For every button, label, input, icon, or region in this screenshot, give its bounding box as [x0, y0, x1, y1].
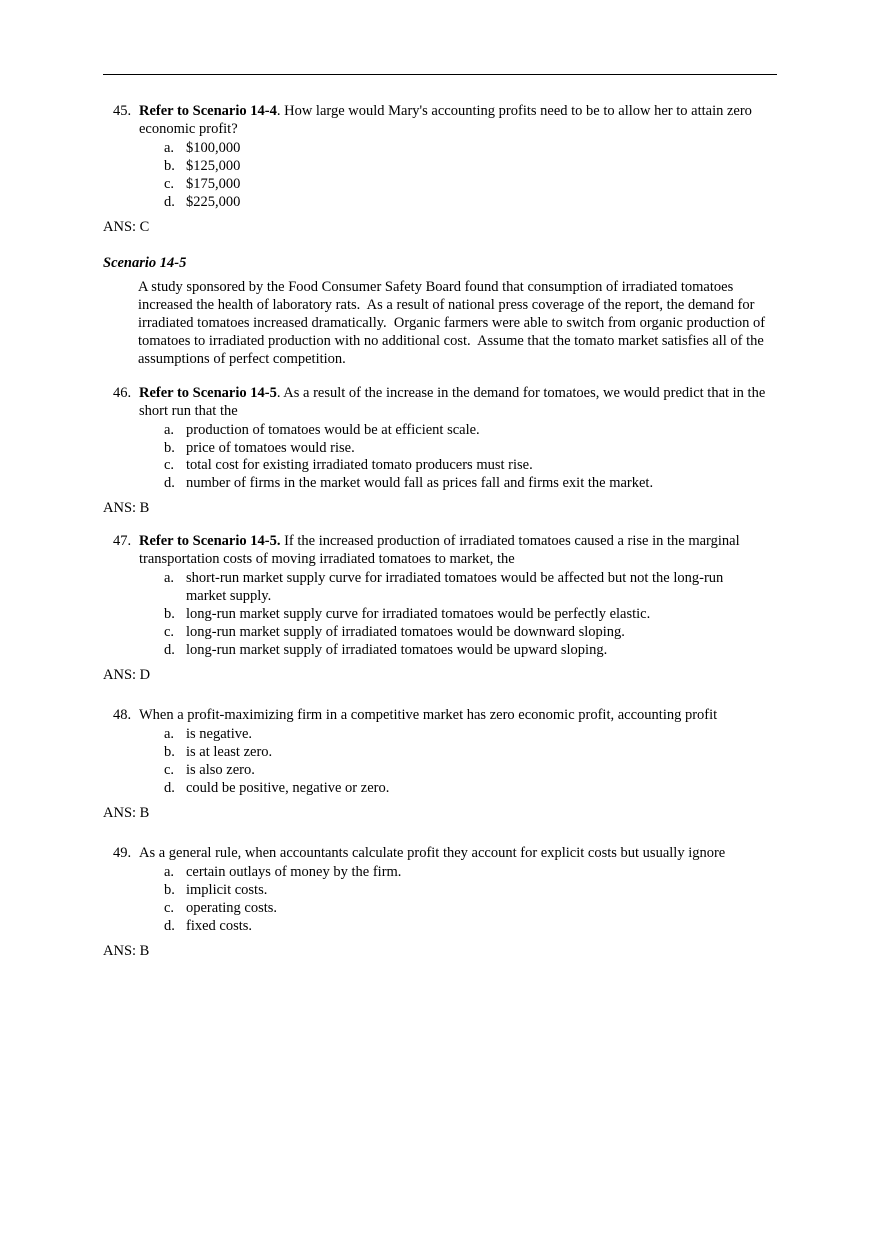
- choice-b: [164, 158, 777, 176]
- choice-b: [164, 744, 777, 762]
- question-text: As a general rule, when accountants calculate profit they account for explicit costs but usually ignore: [139, 844, 726, 861]
- choice-c: [164, 457, 777, 475]
- question-scenario-ref: Refer to Scenario 14-4: [139, 103, 277, 119]
- question-46: [103, 385, 777, 519]
- choice-letter: c.: [164, 457, 175, 474]
- choice-letter: a.: [164, 726, 175, 743]
- choice-text: long-run market supply curve for irradiated tomatoes would be perfectly elastic.: [186, 606, 651, 623]
- answer-line: ANS: B: [103, 804, 150, 821]
- choice-text: $125,000: [186, 157, 241, 174]
- question-text: . How large would Mary's accounting profits need to be to allow her to attain zero economic profit?: [139, 103, 752, 137]
- choice-text: is negative.: [186, 726, 253, 743]
- choice-text: $175,000: [186, 175, 241, 192]
- scenario-14-5: [103, 255, 777, 369]
- choice-d: [164, 780, 777, 798]
- scenario-body: A study sponsored by the Food Consumer Safety Board found that consumption of irradiated tomatoes increased the health of laboratory rats. As a result of national press coverage of the report, the demand for irradiated tomatoes increased dramatically. Organic farmers were able to switch from organic production of tomatoes to irradiated production with no additional cost. Assume that the tomato market satisfies all of the assumptions of perfect competition.: [138, 278, 769, 367]
- choice-text: operating costs.: [186, 899, 278, 916]
- question-47: [103, 533, 777, 685]
- question-stem: [139, 845, 777, 863]
- answer-line: ANS: D: [103, 667, 151, 684]
- choice-text: fixed costs.: [186, 917, 253, 934]
- choice-letter: c.: [164, 899, 175, 916]
- choice-letter: c.: [164, 624, 175, 641]
- answer-line: ANS: B: [103, 500, 150, 517]
- question-stem: [139, 103, 777, 139]
- question-number: 45.: [113, 103, 132, 119]
- choice-letter: c.: [164, 762, 175, 779]
- choice-text: total cost for existing irradiated tomato producers must rise.: [186, 457, 533, 474]
- choice-list: [164, 422, 777, 494]
- choice-letter: b.: [164, 157, 175, 174]
- choice-letter: a.: [164, 863, 175, 880]
- choice-a: [164, 726, 777, 744]
- choice-a: [164, 140, 777, 158]
- choice-text: $100,000: [186, 139, 241, 156]
- question-stem: [139, 385, 777, 421]
- choice-text: short-run market supply curve for irradiated tomatoes would be affected but not the long-run market supply.: [186, 570, 724, 605]
- answer-line: ANS: B: [103, 942, 150, 959]
- choice-letter: b.: [164, 439, 175, 456]
- choice-d: [164, 918, 777, 936]
- choice-a: [164, 864, 777, 882]
- choice-list: [164, 864, 777, 936]
- choice-letter: b.: [164, 744, 175, 761]
- choice-c: [164, 624, 777, 642]
- header-rule: [103, 74, 777, 75]
- question-48: [103, 707, 777, 823]
- question-number: 48.: [113, 707, 132, 724]
- question-49: [103, 845, 777, 961]
- choice-text: production of tomatoes would be at efficient scale.: [186, 421, 480, 438]
- choice-a: [164, 570, 777, 606]
- choice-letter: d.: [164, 917, 175, 934]
- choice-text: implicit costs.: [186, 881, 268, 898]
- choice-list: [164, 570, 777, 660]
- choice-text: is at least zero.: [186, 744, 273, 761]
- choice-text: long-run market supply of irradiated tomatoes would be downward sloping.: [186, 624, 625, 641]
- choice-a: [164, 422, 777, 440]
- document-page: [103, 0, 777, 961]
- choice-c: [164, 176, 777, 194]
- question-stem: [139, 707, 777, 725]
- choice-text: could be positive, negative or zero.: [186, 780, 390, 796]
- choice-text: certain outlays of money by the firm.: [186, 863, 402, 880]
- answer-line: ANS: C: [103, 218, 150, 235]
- choice-letter: b.: [164, 881, 175, 898]
- question-45: [103, 103, 777, 237]
- question-text: If the increased production of irradiated tomatoes caused a rise in the marginal transportation costs of moving irradiated tomatoes to market, the: [139, 533, 740, 568]
- question-stem: [139, 533, 777, 569]
- question-stem-row: [103, 845, 777, 863]
- question-stem-row: [103, 385, 777, 421]
- choice-list: [164, 140, 777, 212]
- choice-d: [164, 475, 777, 493]
- choice-letter: b.: [164, 606, 175, 623]
- choice-list: [164, 726, 777, 798]
- choice-letter: d.: [164, 780, 175, 796]
- choice-letter: d.: [164, 475, 175, 492]
- question-stem-row: [103, 103, 777, 139]
- choice-letter: d.: [164, 193, 175, 210]
- choice-b: [164, 606, 777, 624]
- choice-letter: c.: [164, 175, 175, 192]
- choice-d: [164, 642, 777, 660]
- choice-b: [164, 882, 777, 900]
- choice-letter: a.: [164, 570, 175, 587]
- choice-text: price of tomatoes would rise.: [186, 439, 355, 456]
- choice-letter: a.: [164, 421, 175, 438]
- question-stem-row: [103, 707, 777, 725]
- choice-letter: a.: [164, 139, 175, 156]
- choice-c: [164, 762, 777, 780]
- question-number: 47.: [113, 533, 132, 550]
- question-text: When a profit-maximizing firm in a competitive market has zero economic profit, accounting profit: [139, 707, 718, 724]
- choice-letter: d.: [164, 642, 175, 659]
- choice-d: [164, 194, 777, 212]
- choice-text: is also zero.: [186, 762, 255, 779]
- question-number: 46.: [113, 384, 132, 401]
- question-scenario-ref: Refer to Scenario 14-5: [139, 384, 277, 401]
- choice-b: [164, 440, 777, 458]
- scenario-title: Scenario 14-5: [103, 254, 187, 271]
- choice-text: number of firms in the market would fall as prices fall and firms exit the market.: [186, 475, 654, 492]
- choice-text: long-run market supply of irradiated tomatoes would be upward sloping.: [186, 642, 608, 659]
- question-text: . As a result of the increase in the demand for tomatoes, we would predict that in the short run that the: [139, 384, 766, 419]
- question-stem-row: [103, 533, 777, 569]
- choice-c: [164, 900, 777, 918]
- question-number: 49.: [113, 844, 132, 861]
- choice-text: $225,000: [186, 193, 241, 210]
- question-scenario-ref: Refer to Scenario 14-5.: [139, 533, 281, 550]
